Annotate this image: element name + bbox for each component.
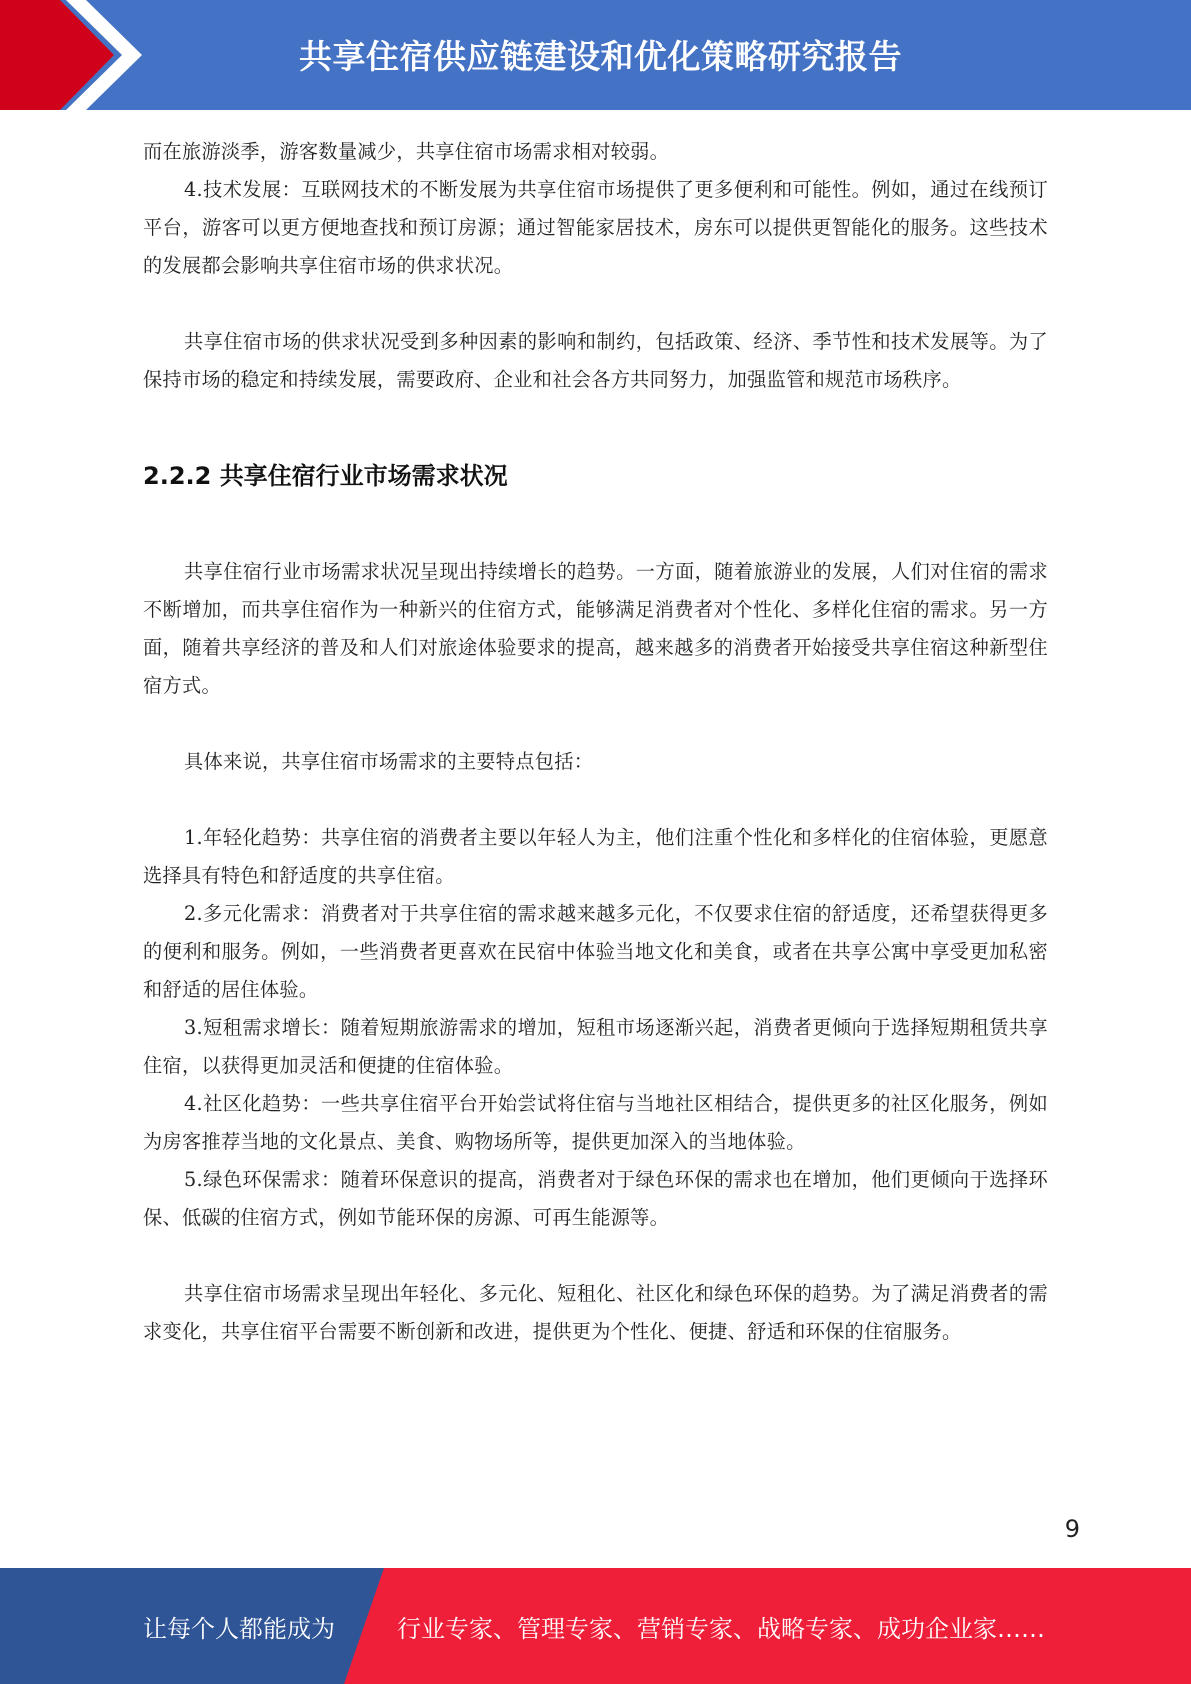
page-number: 9 [1064, 1515, 1080, 1543]
section-heading: 2.2.2 共享住宿行业市场需求状况 [143, 462, 508, 490]
spacer [143, 399, 1048, 437]
page-footer [0, 1568, 1191, 1684]
paragraph-seasonal: 而在旅游淡季，游客数量减少，共享住宿市场需求相对较弱。 [143, 140, 670, 163]
spacer [143, 533, 1048, 553]
spacer [143, 437, 1048, 457]
list-item: 4.社区化趋势：一些共享住宿平台开始尝试将住宿与当地社区相结合，提供更多的社区化服务，例如为房客推荐当地的文化景点、美食、购物场所等，提供更加深入的当地体验。 [143, 1092, 1048, 1153]
list-item: 5.绿色环保需求：随着环保意识的提高，消费者对于绿色环保的需求也在增加，他们更倾向于选择环保、低碳的住宿方式，例如节能环保的房源、可再生能源等。 [143, 1168, 1048, 1229]
paragraph-conclusion: 共享住宿市场需求呈现出年轻化、多元化、短租化、社区化和绿色环保的趋势。为了满足消费者的需求变化，共享住宿平台需要不断创新和改进，提供更为个性化、便捷、舒适和环保的住宿服务。 [143, 1282, 1048, 1343]
spacer [143, 495, 1048, 533]
list-item: 2.多元化需求：消费者对于共享住宿的需求越来越多元化，不仅要求住宿的舒适度，还希望获得更多的便利和服务。例如，一些消费者更喜欢在民宿中体验当地文化和美食，或者在共享公寓中享受更加私密和舒适的居住体验。 [143, 902, 1048, 1001]
document-body [143, 133, 1048, 1351]
paragraph-demand-intro: 共享住宿行业市场需求状况呈现出持续增长的趋势。一方面，随着旅游业的发展，人们对住宿的需求不断增加，而共享住宿作为一种新兴的住宿方式，能够满足消费者对个性化、多样化住宿的需求。另一方面，随着共享经济的普及和人们对旅途体验要求的提高，越来越多的消费者开始接受共享住宿这种新型住宿方式。 [143, 560, 1048, 697]
list-item: 3.短租需求增长：随着短期旅游需求的增加，短租市场逐渐兴起，消费者更倾向于选择短期租赁共享住宿，以获得更加灵活和便捷的住宿体验。 [143, 1016, 1048, 1077]
spacer [143, 781, 1048, 819]
page-header [0, 0, 1191, 110]
paragraph-features-lead: 具体来说，共享住宿市场需求的主要特点包括： [184, 750, 594, 773]
spacer [143, 1237, 1048, 1275]
paragraph-supply-demand-summary: 共享住宿市场的供求状况受到多种因素的影响和制约，包括政策、经济、季节性和技术发展等。为了保持市场的稳定和持续发展，需要政府、企业和社会各方共同努力，加强监管和规范市场秩序。 [143, 330, 1048, 391]
spacer [143, 705, 1048, 743]
report-title: 共享住宿供应链建设和优化策略研究报告 [299, 36, 902, 76]
footer-slogan-lead: 让每个人都能成为 [143, 1614, 335, 1643]
paragraph-technology: 4.技术发展：互联网技术的不断发展为共享住宿市场提供了更多便利和可能性。例如，通过在线预订平台，游客可以更方便地查找和预订房源；通过智能家居技术，房东可以提供更智能化的服务。这些技术的发展都会影响共享住宿市场的供求状况。 [143, 178, 1048, 277]
spacer [143, 285, 1048, 323]
footer-slogan-list: 行业专家、管理专家、营销专家、战略专家、成功企业家…… [397, 1614, 1045, 1643]
list-item: 1.年轻化趋势：共享住宿的消费者主要以年轻人为主，他们注重个性化和多样化的住宿体验，更愿意选择具有特色和舒适度的共享住宿。 [143, 826, 1048, 887]
